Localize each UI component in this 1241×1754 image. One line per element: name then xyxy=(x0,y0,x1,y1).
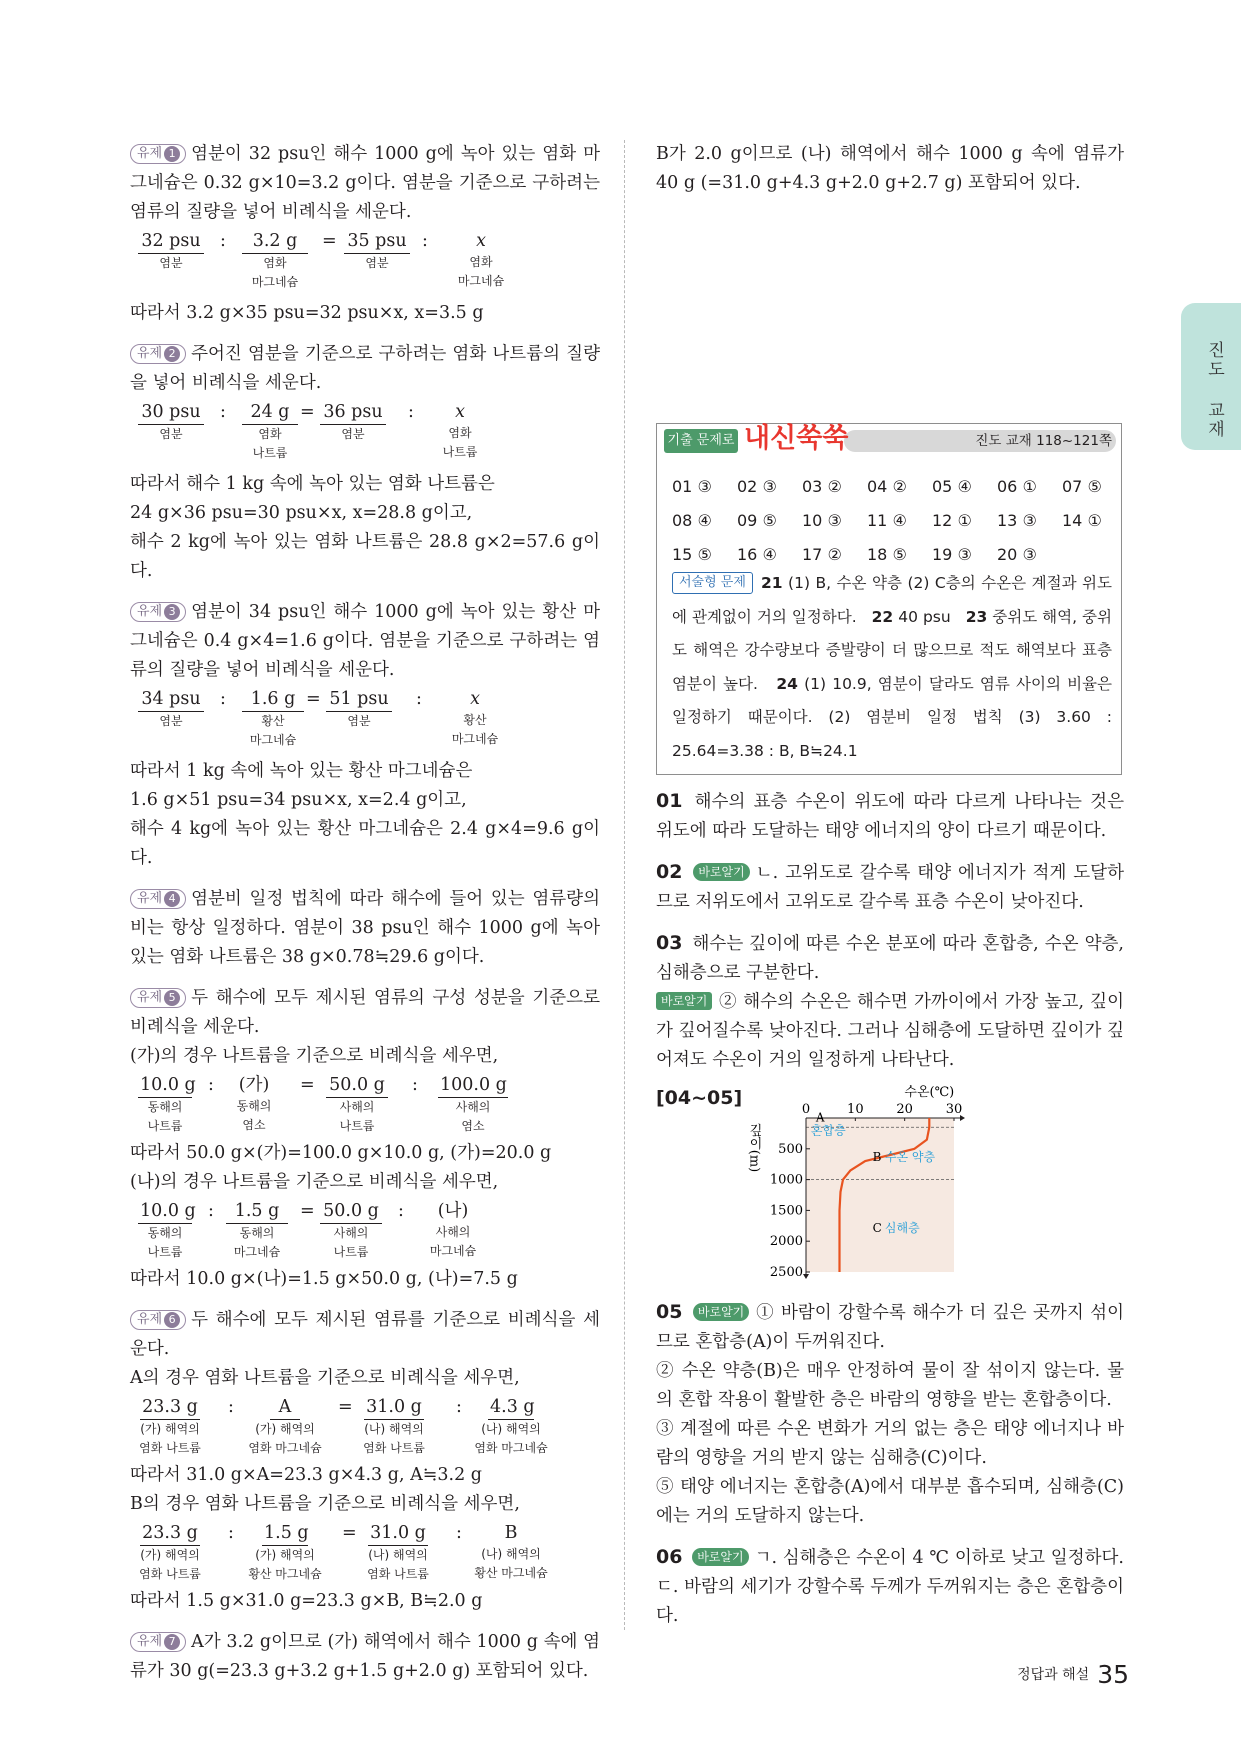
setup-line: B의 경우 염화 나트륨을 기준으로 비례식을 세우면, xyxy=(130,1494,520,1514)
answer-item: 18 ⑤ xyxy=(867,545,907,564)
answer-item: 07 ⑤ xyxy=(1062,477,1102,496)
proportion xyxy=(130,1521,600,1587)
proportion-term: 4.3 g (나) 해역의 염화 마그네슘 xyxy=(474,1397,548,1455)
answer-item: 06 ① xyxy=(997,477,1037,496)
ratio-colon: : xyxy=(456,1397,462,1417)
header-title: 내신쑥쑥 xyxy=(744,423,849,454)
conclusion: 따라서 10.0 g×(나)=1.5 g×50.0 g, (나)=7.5 g xyxy=(130,1269,518,1289)
answer-item: 09 ⑤ xyxy=(737,511,777,530)
y-tick-label: 1500 xyxy=(769,1203,803,1219)
explanation-text: 해수의 표층 수온이 위도에 따라 다르게 나타나는 것은 위도에 따라 도달하는 태양 에너지의 양이 다르기 때문이다. xyxy=(656,792,1124,841)
problem-text: 염분이 32 psu인 해수 1000 g에 녹아 있는 염화 마그네슘은 0.32 g×10=3.2 g이다. 염분을 기준으로 구하려는 염류의 질량을 넣어 비례식을 세운다. xyxy=(130,144,600,222)
conclusion: 해수 4 kg에 녹아 있는 황산 마그네슘은 2.4 g×4=9.6 g이다. xyxy=(130,819,600,868)
conclusion: 따라서 해수 1 kg 속에 녹아 있는 염화 나트륨은 xyxy=(130,474,495,494)
x-tick-label: 0 xyxy=(801,1102,811,1117)
conclusion: 따라서 1.5 g×31.0 g=23.3 g×B, B≒2.0 g xyxy=(130,1591,483,1611)
yuje-badge: 유제 1 xyxy=(130,144,186,164)
question-number: 05 xyxy=(656,1301,683,1323)
proportion xyxy=(130,1073,600,1139)
conclusion: 따라서 50.0 g×(가)=100.0 g×10.0 g, (가)=20.0 g xyxy=(130,1143,552,1163)
proportion-term: 30 psu 염분 xyxy=(138,400,204,444)
problem-text: 두 해수에 모두 제시된 염류를 기준으로 비례식을 세운다. xyxy=(130,1310,600,1359)
baroalgi-tag: 바로알기 xyxy=(656,992,712,1010)
conclusion: 따라서 3.2 g×35 psu=32 psu×x, x=3.5 g xyxy=(130,303,484,323)
proportion-term: 50.0 g 사해의 나트륨 xyxy=(320,1199,382,1262)
answer-item: 02 ③ xyxy=(737,477,777,496)
side-tab xyxy=(1181,303,1241,450)
proportion-term: 51 psu 염분 xyxy=(326,687,392,731)
ratio-colon: : xyxy=(220,402,226,422)
answer-item: 15 ⑤ xyxy=(672,545,712,564)
conclusion: 따라서 1 kg 속에 녹아 있는 황산 마그네슘은 xyxy=(130,761,473,781)
page-number: 35 xyxy=(1097,1660,1129,1689)
layer-letter: C xyxy=(872,1220,882,1235)
explanation-text: ㄴ. 고위도로 갈수록 태양 에너지가 적게 도달하므로 저위도에서 고위도로 갈수록 표층 수온이 낮아진다. xyxy=(656,863,1124,912)
proportion-term: 1.6 g 황산 마그네슘 xyxy=(242,687,304,750)
problem-2 xyxy=(130,340,600,586)
answer-item: 08 ④ xyxy=(672,511,712,530)
problem-4 xyxy=(130,885,600,972)
yuje-badge: 유제 4 xyxy=(130,889,186,909)
proportion-term: B (나) 해역의 황산 마그네슘 xyxy=(474,1523,548,1580)
right-column-top xyxy=(656,140,1124,198)
answer-row xyxy=(672,504,1112,538)
baroalgi-tag: 바로알기 xyxy=(693,863,749,881)
explanation-text: ㄱ. 심해층은 수온이 4 ℃ 이하로 낮고 일정하다. ㄷ. 바람의 세기가 강할수록 두께가 두꺼워지는 층은 혼합층이다. xyxy=(656,1548,1124,1626)
yuje-badge: 유제 5 xyxy=(130,988,186,1008)
header-label: 기출 문제로 xyxy=(664,429,738,453)
answer-grid xyxy=(672,470,1112,572)
problem-3 xyxy=(130,598,600,873)
proportion-term: x 염화 나트륨 xyxy=(442,402,478,459)
conclusion: 따라서 31.0 g×A=23.3 g×4.3 g, A≒3.2 g xyxy=(130,1465,482,1485)
answer-item: 03 ② xyxy=(802,477,842,496)
answer-item: 17 ② xyxy=(802,545,842,564)
problem-text: 두 해수에 모두 제시된 염류의 구성 성분을 기준으로 비례식을 세운다. xyxy=(130,988,600,1037)
chart-question-range: [04~05] xyxy=(656,1087,743,1109)
answer-item: 20 ③ xyxy=(997,545,1037,564)
y-tick-label: 2500 xyxy=(769,1265,803,1280)
conclusion: 해수 2 kg에 녹아 있는 염화 나트륨은 28.8 g×2=57.6 g이다. xyxy=(130,532,600,581)
ratio-colon: : xyxy=(398,1201,404,1221)
answer-item: 19 ③ xyxy=(932,545,972,564)
plot-background xyxy=(806,1118,954,1272)
column-divider xyxy=(624,140,625,1630)
temperature-depth-chart xyxy=(740,1080,980,1280)
problem-6 xyxy=(130,1306,600,1616)
ratio-colon: : xyxy=(422,231,428,251)
explanation-text: ② 해수의 수온은 해수면 가까이에서 가장 높고, 깊이가 깊어질수록 낮아진다. 그러나 심해층에 도달하면 깊이가 깊어져도 수온이 거의 일정하게 나타난다. xyxy=(656,992,1124,1070)
y-tick-label: 500 xyxy=(778,1141,803,1157)
ratio-colon: : xyxy=(456,1523,462,1543)
explanation-text: ② 수온 약층(B)은 매우 안정하여 물이 잘 섞이지 않는다. 물의 혼합 작용이 활발한 층은 바람의 영향을 받는 혼합층이다. xyxy=(656,1361,1124,1410)
proportion-term: (나) 사해의 마그네슘 xyxy=(429,1201,477,1258)
proportion-term: 50.0 g 사해의 나트륨 xyxy=(326,1073,388,1136)
continued-text: B가 2.0 g이므로 (나) 해역에서 해수 1000 g 속에 염류가 40 g (=31.0 g+4.3 g+2.0 g+2.7 g) 포함되어 있다. xyxy=(656,144,1124,193)
answer-item: 11 ④ xyxy=(867,511,907,530)
yuje-badge: 유제 3 xyxy=(130,602,186,622)
ratio-colon: : xyxy=(412,1075,418,1095)
proportion-term: x 염화 마그네슘 xyxy=(457,231,505,288)
proportion-term: (가) 동해의 염소 xyxy=(236,1075,272,1132)
page-footer xyxy=(1017,1660,1129,1689)
proportion-term: 23.3 g (가) 해역의 염화 나트륨 xyxy=(139,1523,201,1581)
proportion-term: 1.5 g 동해의 마그네슘 xyxy=(226,1199,288,1262)
right-column-bottom xyxy=(656,1298,1124,1643)
proportion-term: A (가) 해역의 염화 마그네슘 xyxy=(248,1397,322,1455)
proportion-term: 31.0 g (나) 해역의 염화 나트륨 xyxy=(367,1523,429,1581)
equals-sign: = xyxy=(342,1523,357,1543)
equals-sign: = xyxy=(300,1075,315,1095)
problem-text: 염분이 34 psu인 해수 1000 g에 녹아 있는 황산 마그네슘은 0.4 g×4=1.6 g이다. 염분을 기준으로 구하려는 염류의 질량을 넣어 비례식을 세운다. xyxy=(130,602,600,680)
page-reference: 진도 교재 118~121쪽 xyxy=(975,433,1112,449)
answer-item: 01 ③ xyxy=(672,477,712,496)
yuje-badge: 유제 2 xyxy=(130,344,186,364)
proportion xyxy=(130,229,600,295)
y-tick-label: 1000 xyxy=(769,1172,803,1188)
explanation-06 xyxy=(656,1543,1124,1631)
problem-text: 주어진 염분을 기준으로 구하려는 염화 나트륨의 질량을 넣어 비례식을 세운다. xyxy=(130,344,600,393)
setup-line: (나)의 경우 나트륨을 기준으로 비례식을 세우면, xyxy=(130,1172,499,1192)
yuje-badge: 유제 7 xyxy=(130,1632,186,1652)
ratio-colon: : xyxy=(408,402,414,422)
answer-row xyxy=(672,470,1112,504)
x-tick-label: 30 xyxy=(945,1102,963,1117)
answer-item: 16 ④ xyxy=(737,545,777,564)
proportion-term: 3.2 g 염화 마그네슘 xyxy=(242,229,308,292)
right-column-explanations xyxy=(656,787,1124,1087)
baroalgi-tag: 바로알기 xyxy=(693,1303,749,1321)
equals-sign: = xyxy=(300,402,315,422)
problem-5 xyxy=(130,984,600,1294)
question-number: 03 xyxy=(656,932,683,954)
y-tick-label: 2000 xyxy=(769,1234,803,1250)
equals-sign: = xyxy=(322,231,337,251)
answer-item: 14 ① xyxy=(1062,511,1102,530)
yuje-badge: 유제 6 xyxy=(130,1310,186,1330)
conclusion: 1.6 g×51 psu=34 psu×x, x=2.4 g이고, xyxy=(130,790,467,810)
problem-7 xyxy=(130,1628,600,1686)
ratio-colon: : xyxy=(228,1523,234,1543)
footer-label: 정답과 해설 xyxy=(1017,1667,1090,1683)
problem-text: A가 3.2 g이므로 (가) 해역에서 해수 1000 g 속에 염류가 30 g(=23.3 g+3.2 g+1.5 g+2.0 g) 포함되어 있다. xyxy=(130,1632,600,1681)
proportion-term: x 황산 마그네슘 xyxy=(451,689,499,746)
proportion-term: 23.3 g (가) 해역의 염화 나트륨 xyxy=(139,1397,201,1455)
essay-label: 서술형 문제 xyxy=(672,572,753,594)
side-tab-label: 진도 교재 xyxy=(1204,341,1224,439)
explanation-text: ① 바람이 강할수록 해수가 더 깊은 곳까지 섞이므로 혼합층(A)이 두꺼워진다. xyxy=(656,1303,1124,1352)
proportion-term: 10.0 g 동해의 나트륨 xyxy=(140,1201,196,1259)
proportion-term: 1.5 g (가) 해역의 황산 마그네슘 xyxy=(248,1523,322,1581)
answer-item: 13 ③ xyxy=(997,511,1037,530)
problem-1 xyxy=(130,140,600,328)
ratio-colon: : xyxy=(220,689,226,709)
explanation-05 xyxy=(656,1298,1124,1531)
layer-name: 심해층 xyxy=(884,1220,920,1235)
equals-sign: = xyxy=(300,1201,315,1221)
layer-letter: B xyxy=(872,1150,882,1165)
answer-item: 10 ③ xyxy=(802,511,842,530)
proportion-term: 10.0 g 동해의 나트륨 xyxy=(140,1075,196,1133)
equals-sign: = xyxy=(306,689,321,709)
ratio-colon: : xyxy=(228,1397,234,1417)
layer-letter: A xyxy=(815,1110,825,1125)
explanation-03 xyxy=(656,929,1124,1075)
y-axis-arrow xyxy=(803,1274,809,1279)
proportion xyxy=(130,400,600,466)
explanation-02 xyxy=(656,858,1124,917)
layer-name: 혼합층 xyxy=(810,1123,846,1138)
x-axis-label: 수온(℃) xyxy=(904,1085,955,1100)
explanation-text: 해수는 깊이에 따른 수온 분포에 따라 혼합층, 수온 약층, 심해층으로 구분한다. xyxy=(656,934,1124,983)
proportion-term: 34 psu 염분 xyxy=(138,687,204,731)
layer-name: 수온 약층 xyxy=(884,1150,936,1165)
explanation-text: ⑤ 태양 에너지는 혼합층(A)에서 대부분 흡수되며, 심해층(C)에는 거의 도달하지 않는다. xyxy=(656,1477,1124,1526)
answer-item: 04 ② xyxy=(867,477,907,496)
proportion xyxy=(130,1199,600,1265)
setup-line: (가)의 경우 나트륨을 기준으로 비례식을 세우면, xyxy=(130,1046,499,1066)
equals-sign: = xyxy=(338,1397,353,1417)
question-number: 06 xyxy=(656,1546,683,1568)
proportion xyxy=(130,687,600,753)
proportion-term: 31.0 g (나) 해역의 염화 나트륨 xyxy=(363,1397,425,1455)
proportion xyxy=(130,1395,600,1461)
proportion-term: 24 g 염화 나트륨 xyxy=(242,400,298,463)
x-tick-label: 20 xyxy=(896,1102,913,1117)
proportion-term: 100.0 g 사해의 염소 xyxy=(440,1075,507,1133)
setup-line: A의 경우 염화 나트륨을 기준으로 비례식을 세우면, xyxy=(130,1368,520,1388)
y-axis-label: 깊이(m) xyxy=(746,1123,762,1173)
explanation-text: ③ 계절에 따른 수온 변화가 거의 없는 층은 태양 에너지나 바람의 영향을 거의 받지 않는 심해층(C)이다. xyxy=(656,1419,1124,1468)
proportion-term: 35 psu 염분 xyxy=(344,229,410,273)
ratio-colon: : xyxy=(220,231,226,251)
conclusion: 24 g×36 psu=30 psu×x, x=28.8 g이고, xyxy=(130,503,473,523)
proportion-term: 36 psu 염분 xyxy=(320,400,386,444)
answer-item: 12 ① xyxy=(932,511,972,530)
x-tick-label: 10 xyxy=(847,1102,864,1117)
baroalgi-tag: 바로알기 xyxy=(692,1548,748,1566)
proportion-term: 32 psu 염분 xyxy=(138,229,204,273)
answer-item: 05 ④ xyxy=(932,477,972,496)
question-number: 01 xyxy=(656,790,683,812)
ratio-colon: : xyxy=(208,1075,214,1095)
left-column xyxy=(130,140,600,1698)
essay-answers: 서술형 문제 21 (1) B, 수온 약층 (2) C층의 수온은 계절과 위도에 관계없이 거의 일정하다. 22 40 psu 23 중위도 해역, 중위도 해역은 강수량보다 증발량이 더 많으므로 적도 해역보다 표층 염분이 높다. 24 (1) 10.9, 염분이 달라도 염류 사이의 비율은 일정하기 때문이다. (2) 염분비 일정 법칙 (3) 3.60 : 25.64=3.38 : B, B≒24.1 xyxy=(672,574,1113,760)
question-number: 02 xyxy=(656,861,683,883)
explanation-01 xyxy=(656,787,1124,846)
answer-box-header xyxy=(656,423,1122,457)
ratio-colon: : xyxy=(208,1201,214,1221)
ratio-colon: : xyxy=(416,689,422,709)
problem-text: 염분비 일정 법칙에 따라 해수에 들어 있는 염류량의 비는 항상 일정하다. 염분이 38 psu인 해수 1000 g에 녹아 있는 염화 나트륨은 38 g×0.78≒29.6 g이다. xyxy=(130,889,600,967)
